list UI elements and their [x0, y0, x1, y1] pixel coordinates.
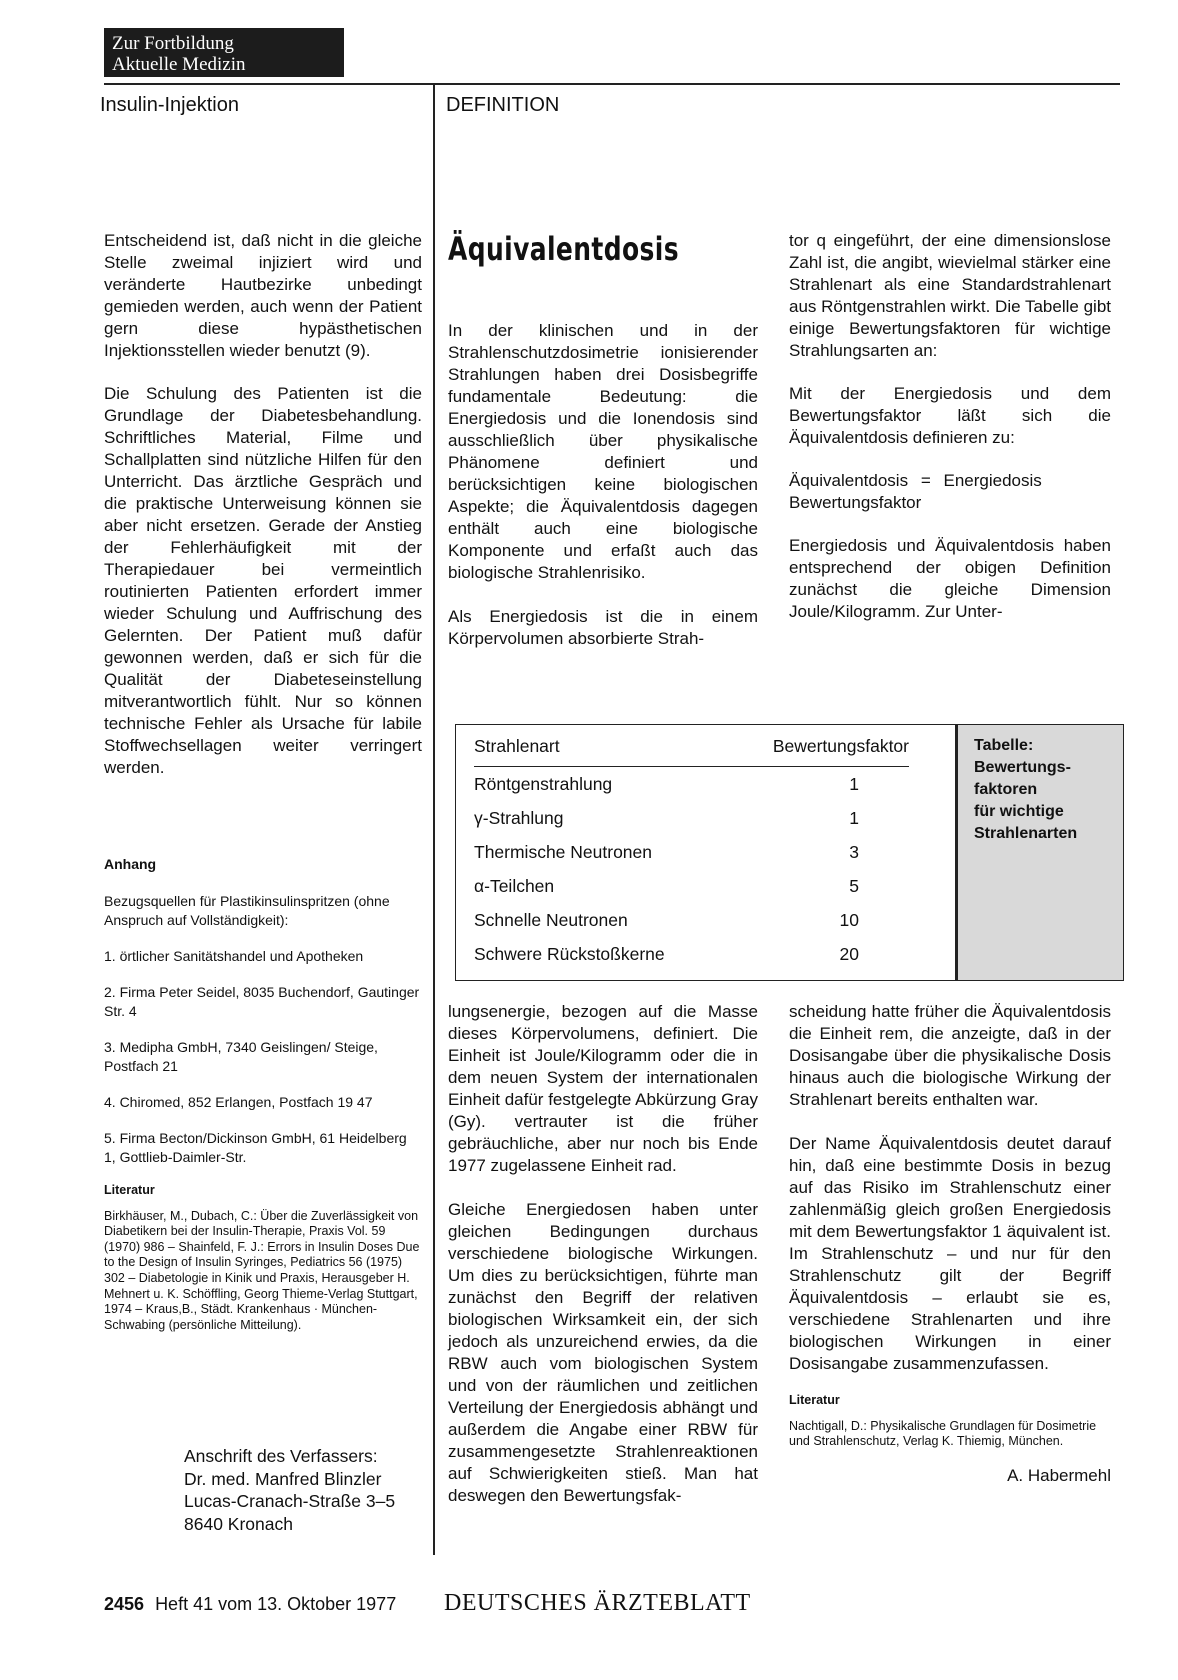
table-header-row	[474, 726, 909, 767]
paragraph: Energiedosis und Äquivalentdosis haben entsprechend der obigen Definition zunächst die gleiche Dimension Joule/Kilogramm. Zur Unter-	[789, 536, 1111, 621]
right-column-bottom	[789, 1001, 1111, 1486]
address-line: Lucas-Cranach-Straße 3–5	[184, 1491, 396, 1511]
cell-strahlenart: Schnelle Neutronen	[474, 909, 628, 930]
cell-faktor: 10	[839, 909, 859, 930]
address-line: Anschrift des Verfassers:	[184, 1446, 378, 1466]
paragraph: tor q eingeführt, der eine dimensionslose Zahl ist, die angibt, wievielmal stärker eine Strahlenart als eine Standardstrahlenart aus Röntgenstrahlen wirkt. Die Tabelle gibt einige Bewertungsfaktoren für wichtige Strahlungsarten an:	[789, 231, 1111, 360]
cell-strahlenart: Röntgenstrahlung	[474, 773, 613, 794]
data-table	[474, 726, 909, 971]
formula-rhs-2: Bewertungsfaktor	[789, 493, 922, 512]
literatur-text: Birkhäuser, M., Dubach, C.: Über die Zuverlässigkeit von Diabetikern bei der Insulin-Therapie, Praxis Vol. 59 (1970) 986 – Shainfeld, F. J.: Errors in Insulin Doses Due to the Design of Insulin Syringes, Pediatrics 56 (1975) 302 – Diabetologie in Kinik und Praxis, Herausgeber H. Mehnert u. K. Schöffling, Georg Thieme-Verlag Stuttgart, 1974 – Kraus,B., Städt. Krankenhaus · München-Schwabing (persönliche Mitteilung).	[104, 1208, 420, 1332]
literatur-heading: Literatur	[104, 1183, 155, 1197]
cell-faktor: 5	[849, 875, 859, 896]
literatur-text: Nachtigall, D.: Physikalische Grundlagen für Dosimetrie und Strahlenschutz, Verlag K. Thiemig, München.	[789, 1418, 1097, 1449]
source-item: 2. Firma Peter Seidel, 8035 Buchendorf, Gautinger Str. 4	[104, 984, 420, 1019]
table-caption-box	[955, 725, 1123, 980]
article-author: A. Habermehl	[1007, 1465, 1111, 1485]
source-item: 3. Medipha GmbH, 7340 Geislingen/ Steige, Postfach 21	[104, 1039, 378, 1074]
paragraph: Gleiche Energiedosen haben unter gleichen Bedingungen durchaus verschiedene biologische Wirkungen. Um dies zu berücksichtigen, führte man zunächst den Begriff der relativen biologischen Wirksamkeit ein, der sich jedoch als unzureichend erwies, da die RBW auch vom biologischen System und von der räumlichen und zeitlichen Verteilung der Energiedosis abhängt und außerdem die Angabe einer RBW für zusammengesetzte Strahlenreaktionen auf Schwierigkeiten stieß. Man hat deswegen den Bewertungsfak-	[448, 1200, 758, 1505]
anhang-heading: Anhang	[104, 856, 157, 872]
table-row	[474, 869, 909, 903]
formula-lhs: Äquivalentdosis	[789, 471, 909, 490]
paragraph: lungsenergie, bezogen auf die Masse dieses Körpervolumens, definiert. Die Einheit ist Joule/Kilogramm oder die in dem neuen System der internationalen Einheit dafür festgelegte Abkürzung Gray (Gy). vertrauter ist die früher gebräuchliche, aber nur noch bis Ende 1977 zugelassene Einheit rad.	[448, 1002, 758, 1175]
header-rule	[104, 83, 1120, 85]
cell-faktor: 1	[849, 773, 859, 794]
author-address	[184, 1445, 395, 1535]
right-column-top	[789, 230, 1111, 623]
anhang-intro: Bezugsquellen für Plastikinsulinspritzen (ohne Anspruch auf Vollständigkeit):	[104, 893, 390, 928]
formula-equals: =	[920, 471, 931, 490]
table-row	[474, 835, 909, 869]
address-line: Dr. med. Manfred Blinzler	[184, 1468, 382, 1489]
source-item: 4. Chiromed, 852 Erlangen, Postfach 19 47	[104, 1094, 373, 1110]
source-item: 1. örtlicher Sanitätshandel und Apotheken	[104, 948, 364, 964]
cell-faktor: 3	[849, 841, 859, 862]
cell-strahlenart: α-Teilchen	[474, 875, 555, 896]
right-section-label: DEFINITION	[446, 94, 560, 116]
cell-strahlenart: γ-Strahlung	[474, 807, 564, 828]
formula-rhs-1: Energiedosis	[943, 471, 1042, 490]
badge-line-2: Aktuelle Medizin	[112, 54, 246, 75]
formula	[789, 470, 1111, 514]
mid-column-top	[448, 320, 758, 650]
cell-strahlenart: Thermische Neutronen	[474, 841, 652, 862]
left-column	[104, 230, 422, 779]
literatur-heading: Literatur	[789, 1393, 840, 1407]
table-row	[474, 903, 909, 937]
address-line: 8640 Kronach	[184, 1513, 293, 1534]
anhang-section	[104, 855, 422, 1333]
column-header: Strahlenart	[474, 726, 734, 767]
paragraph: Der Name Äquivalentdosis deutet darauf hin, daß eine bestimmte Dosis in bezug auf das Risiko im Strahlenschutz einer zahlenmäßig gleich großen Energiedosis mit dem Bewertungsfaktor 1 äquivalent ist. Im Strahlenschutz – und nur für den Strahlenschutz gilt der Begriff Äquivalentdosis – erlaubt sie es, verschiedene Strahlenarten und ihre biologischen Wirkungen in einer Dosisangabe zusammenzufassen.	[789, 1134, 1111, 1373]
paragraph: scheidung hatte früher die Äquivalentdosis die Einheit rem, die anzeigte, daß in der Dosisangabe über die physikalische Dosis hinaus auch die biologische Wirkung der Strahlenart bereits enthalten war.	[789, 1002, 1111, 1109]
cell-faktor: 1	[849, 807, 859, 828]
footer	[104, 1594, 396, 1615]
section-badge	[104, 28, 344, 77]
cell-faktor: 20	[839, 943, 859, 964]
paragraph: Die Schulung des Patienten ist die Grundlage der Diabetesbehandlung. Schriftliches Material, Filme und Schallplatten sind nützliche Hilfen für den Unterricht. Das ärztliche Gespräch und die praktische Unterweisung können sie aber nicht ersetzen. Gerade der Anstieg der Fehlerhäufigkeit mit der Therapiedauer bei vermeintlich routinierten Patienten erfordert immer wieder Schulung und Auffrischung des Gelernten. Der Patient muß dafür gewonnen werden, daß er sich für die Qualität der Diabeteseinstellung mitverantwortlich fühlt. Nur so können technische Fehler als Ursache für labile Stoffwechsellagen weiter verringert werden.	[104, 384, 422, 777]
article-title: Äquivalentdosis	[448, 230, 679, 268]
column-divider	[433, 83, 435, 1555]
mid-column-bottom	[448, 1001, 758, 1507]
paragraph: Entscheidend ist, daß nicht in die gleiche Stelle zweimal injiziert wird und veränderte Hautbezirke unbedingt gemieden werden, auch wenn der Patient gern diese hypästhetischen Injektionsstellen wieder benutzt (9).	[104, 231, 422, 360]
cell-strahlenart: Schwere Rückstoßkerne	[474, 943, 665, 964]
table-row	[474, 801, 909, 835]
table-row	[474, 937, 909, 971]
badge-line-1: Zur Fortbildung	[112, 33, 234, 54]
paragraph: In der klinischen und in der Strahlenschutzdosimetrie ionisierender Strahlungen haben drei Dosisbegriffe fundamentale Bedeutung: die Energiedosis und die Ionendosis sind ausschließlich über physikalische Phänomene definiert und berücksichtigen keine biologischen Aspekte; die Äquivalentdosis dagegen enthält auch eine biologische Komponente und erfaßt auch das biologische Strahlenrisiko.	[448, 321, 758, 582]
column-header: Bewertungsfaktor	[734, 726, 909, 767]
page-number: 2456	[104, 1594, 145, 1614]
table-caption: Tabelle: Bewertungs- faktoren für wichtige Strahlenarten	[974, 737, 1078, 842]
table-row	[474, 767, 909, 802]
journal-name: DEUTSCHES ÄRZTEBLATT	[444, 1590, 751, 1616]
issue-info: Heft 41 vom 13. Oktober 1977	[155, 1594, 397, 1614]
left-section-label: Insulin-Injektion	[100, 94, 239, 116]
source-item: 5. Firma Becton/Dickinson GmbH, 61 Heidelberg 1, Gottlieb-Daimler-Str.	[104, 1130, 407, 1165]
paragraph: Als Energiedosis ist die in einem Körpervolumen absorbierte Strah-	[448, 607, 758, 648]
paragraph: Mit der Energiedosis und dem Bewertungsfaktor läßt sich die Äquivalentdosis definieren zu:	[789, 384, 1111, 447]
